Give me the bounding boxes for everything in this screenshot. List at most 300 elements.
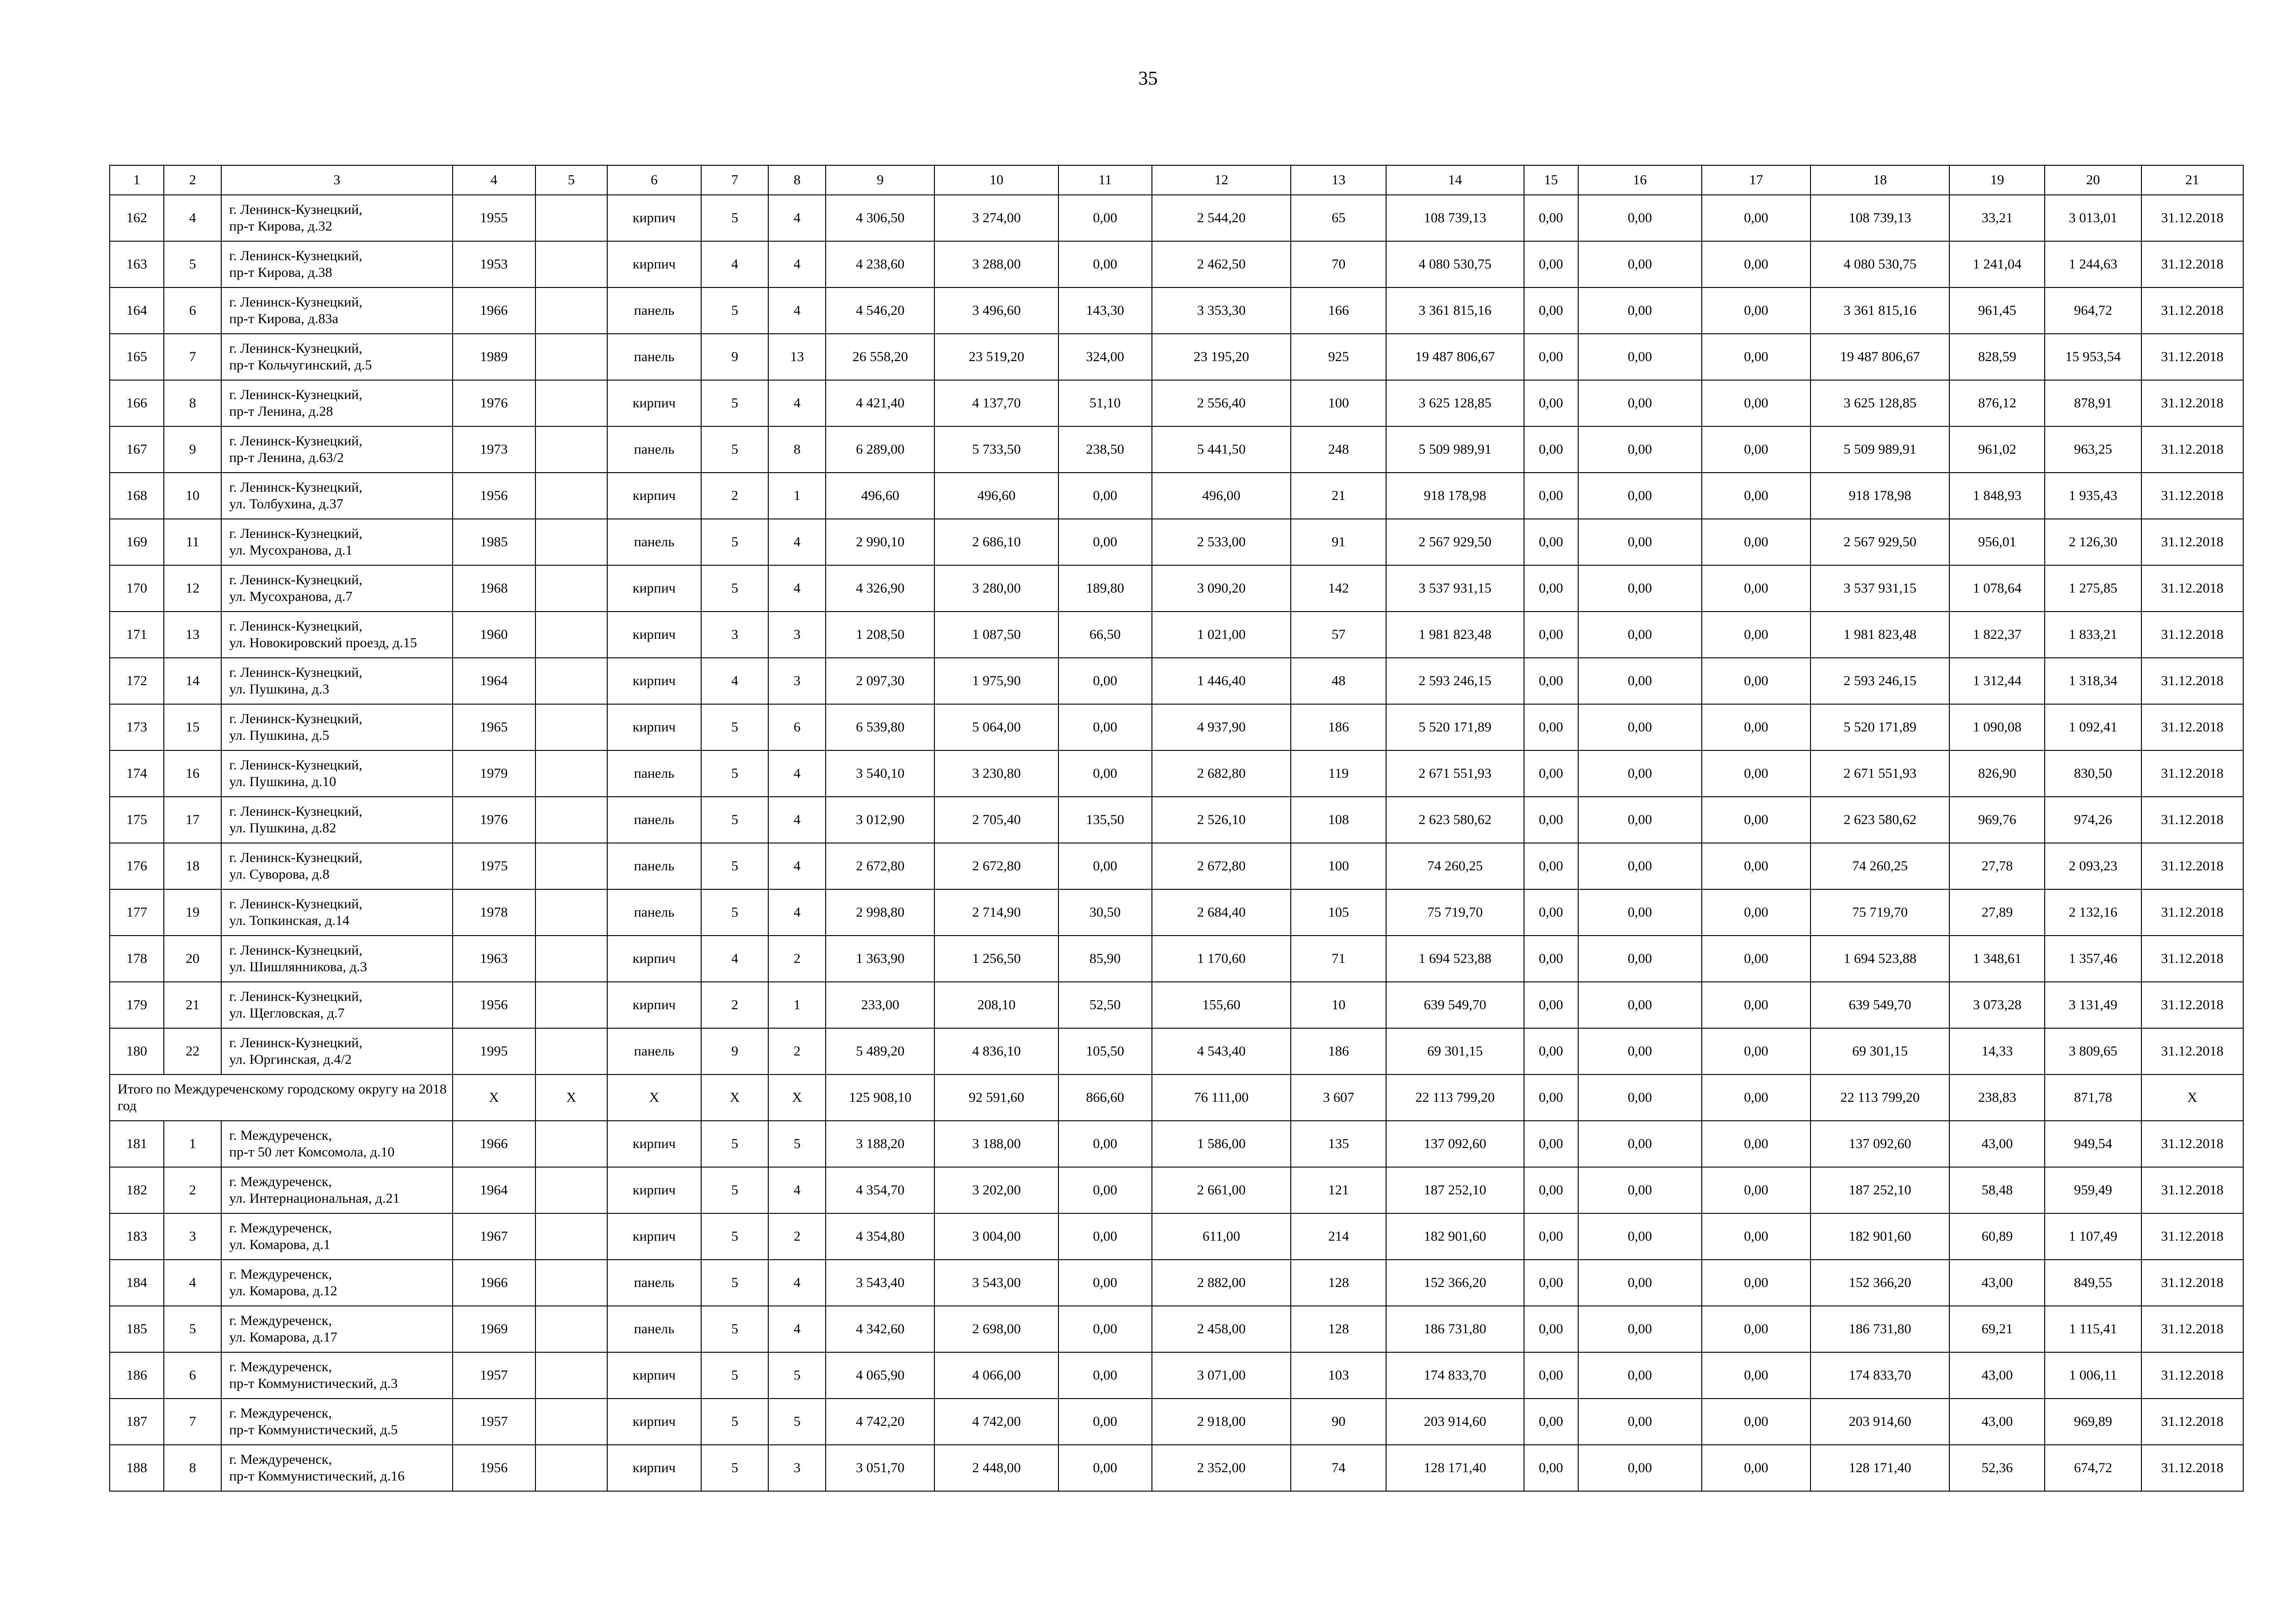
owners-area: 2 458,00 — [1152, 1306, 1291, 1352]
col-16: 0,00 — [1578, 797, 1702, 843]
year-built: 1976 — [453, 797, 535, 843]
owners-area: 1 586,00 — [1152, 1121, 1291, 1167]
completion-date: 31.12.2018 — [2141, 565, 2243, 612]
col-15: 0,00 — [1524, 426, 1578, 473]
specific-cost: 43,00 — [1949, 1260, 2045, 1306]
max-cost: 1 935,43 — [2045, 473, 2141, 519]
col-5 — [535, 1445, 607, 1491]
col-16: 0,00 — [1578, 612, 1702, 658]
entrances: 3 — [768, 658, 826, 704]
col-5 — [535, 889, 607, 936]
regional-fund-cost: 3 625 128,85 — [1811, 380, 1949, 426]
total-cost: 152 366,20 — [1386, 1260, 1524, 1306]
col-17: 0,00 — [1702, 1445, 1811, 1491]
address-city: г. Междуреченск, — [229, 1405, 332, 1421]
address — [221, 380, 452, 426]
year-built: 1966 — [453, 1260, 535, 1306]
living-area: 2 698,00 — [934, 1306, 1058, 1352]
year-built: 1995 — [453, 1028, 535, 1074]
owners-area: 2 544,20 — [1152, 195, 1291, 241]
max-cost: 969,89 — [2045, 1399, 2141, 1445]
table-row — [110, 889, 2243, 936]
col-5 — [535, 426, 607, 473]
column-header-7: 7 — [701, 165, 768, 195]
wall-material: панель — [607, 1306, 701, 1352]
total-area: 496,60 — [826, 473, 934, 519]
row-number: 173 — [110, 704, 164, 750]
living-area: 3 004,00 — [934, 1213, 1058, 1260]
residents-count: 119 — [1291, 750, 1386, 797]
residents-count: 65 — [1291, 195, 1386, 241]
col-16: 0,00 — [1578, 936, 1702, 982]
address-city: г. Ленинск-Кузнецкий, — [229, 433, 362, 449]
max-cost: 1 115,41 — [2045, 1306, 2141, 1352]
total-area: 3 543,40 — [826, 1260, 934, 1306]
total-cost: 5 509 989,91 — [1386, 426, 1524, 473]
address-city: г. Междуреченск, — [229, 1359, 332, 1374]
living-area: 3 280,00 — [934, 565, 1058, 612]
column-header-19: 19 — [1949, 165, 2045, 195]
col-17: 0,00 — [1702, 1213, 1811, 1260]
address-street: ул. Топкинская, д.14 — [229, 913, 349, 928]
specific-cost: 1 312,44 — [1949, 658, 2045, 704]
wall-material: панель — [607, 843, 701, 889]
col-15: 0,00 — [1524, 1445, 1578, 1491]
item-number: 9 — [164, 426, 221, 473]
address — [221, 195, 452, 241]
wall-material: панель — [607, 1028, 701, 1074]
owners-area: 2 533,00 — [1152, 519, 1291, 565]
floors: 5 — [701, 704, 768, 750]
total-cost: 74 260,25 — [1386, 843, 1524, 889]
total-cost: 918 178,98 — [1386, 473, 1524, 519]
residents-count: 128 — [1291, 1260, 1386, 1306]
table-row — [110, 936, 2243, 982]
entrances: 4 — [768, 519, 826, 565]
row-number: 179 — [110, 982, 164, 1028]
specific-cost: 961,02 — [1949, 426, 2045, 473]
wall-material: панель — [607, 287, 701, 334]
completion-date: 31.12.2018 — [2141, 704, 2243, 750]
completion-date: 31.12.2018 — [2141, 241, 2243, 287]
nonresidential-area: 0,00 — [1058, 1399, 1152, 1445]
entrances: 13 — [768, 334, 826, 380]
owners-area: 155,60 — [1152, 982, 1291, 1028]
living-area: 208,10 — [934, 982, 1058, 1028]
residents-count: 925 — [1291, 334, 1386, 380]
address — [221, 565, 452, 612]
address — [221, 1028, 452, 1074]
floors: 5 — [701, 750, 768, 797]
total-cost: 174 833,70 — [1386, 1352, 1524, 1399]
year-built: 1956 — [453, 1445, 535, 1491]
address-street: пр-т Кольчугинский, д.5 — [229, 357, 372, 373]
col-5 — [535, 797, 607, 843]
entrances: 4 — [768, 889, 826, 936]
address-street: ул. Комарова, д.1 — [229, 1237, 330, 1252]
specific-cost: 60,89 — [1949, 1213, 2045, 1260]
address — [221, 241, 452, 287]
col-17: 0,00 — [1702, 889, 1811, 936]
total-row — [110, 1074, 2243, 1121]
total-area: 1 363,90 — [826, 936, 934, 982]
floors: 5 — [701, 1213, 768, 1260]
col-16: 0,00 — [1578, 1352, 1702, 1399]
col-15: 0,00 — [1524, 473, 1578, 519]
table-row — [110, 473, 2243, 519]
completion-date: 31.12.2018 — [2141, 519, 2243, 565]
specific-cost: 876,12 — [1949, 380, 2045, 426]
owners-area: 2 526,10 — [1152, 797, 1291, 843]
regional-fund-cost: 75 719,70 — [1811, 889, 1949, 936]
item-number: 15 — [164, 704, 221, 750]
total-area: 6 539,80 — [826, 704, 934, 750]
specific-cost: 828,59 — [1949, 334, 2045, 380]
col-17: 0,00 — [1702, 1306, 1811, 1352]
floors: 5 — [701, 1260, 768, 1306]
nonresidential-area: 52,50 — [1058, 982, 1152, 1028]
regional-fund-cost: 5 520 171,89 — [1811, 704, 1949, 750]
col-17: 0,00 — [1702, 982, 1811, 1028]
floors: 5 — [701, 380, 768, 426]
address-city: г. Ленинск-Кузнецкий, — [229, 804, 362, 819]
regional-fund-cost: 3 537 931,15 — [1811, 565, 1949, 612]
row-number: 162 — [110, 195, 164, 241]
total-cost: 2 593 246,15 — [1386, 658, 1524, 704]
entrances: 2 — [768, 1028, 826, 1074]
col-17: 0,00 — [1702, 241, 1811, 287]
address-city: г. Междуреченск, — [229, 1313, 332, 1328]
total-area: 6 289,00 — [826, 426, 934, 473]
wall-material: кирпич — [607, 982, 701, 1028]
item-number: 16 — [164, 750, 221, 797]
max-cost: 3 013,01 — [2045, 195, 2141, 241]
total-area: 3 540,10 — [826, 750, 934, 797]
entrances: 4 — [768, 750, 826, 797]
address — [221, 1306, 452, 1352]
year-built: 1956 — [453, 473, 535, 519]
address-street: ул. Комарова, д.12 — [229, 1283, 337, 1299]
max-cost: 959,49 — [2045, 1167, 2141, 1213]
wall-material: кирпич — [607, 380, 701, 426]
row-number: 187 — [110, 1399, 164, 1445]
column-header-12: 12 — [1152, 165, 1291, 195]
max-cost: 3 809,65 — [2045, 1028, 2141, 1074]
address-city: г. Ленинск-Кузнецкий, — [229, 202, 362, 217]
entrances: 4 — [768, 1260, 826, 1306]
row-number: 166 — [110, 380, 164, 426]
wall-material: кирпич — [607, 473, 701, 519]
completion-date: 31.12.2018 — [2141, 750, 2243, 797]
col-16: 0,00 — [1578, 1167, 1702, 1213]
completion-date: 31.12.2018 — [2141, 195, 2243, 241]
col-5 — [535, 1399, 607, 1445]
completion-date: 31.12.2018 — [2141, 1028, 2243, 1074]
wall-material: кирпич — [607, 241, 701, 287]
living-area: 5 064,00 — [934, 704, 1058, 750]
nonresidential-area: 105,50 — [1058, 1028, 1152, 1074]
row-number: 164 — [110, 287, 164, 334]
address-city: г. Ленинск-Кузнецкий, — [229, 480, 362, 495]
residents-count: 100 — [1291, 843, 1386, 889]
address-city: г. Ленинск-Кузнецкий, — [229, 1035, 362, 1050]
residents-count: 48 — [1291, 658, 1386, 704]
table-row — [110, 797, 2243, 843]
total-regional-fund-cost: 22 113 799,20 — [1811, 1074, 1949, 1121]
address — [221, 982, 452, 1028]
column-header-9: 9 — [826, 165, 934, 195]
year-built: 1969 — [453, 1306, 535, 1352]
owners-area: 496,00 — [1152, 473, 1291, 519]
table-row — [110, 612, 2243, 658]
owners-area: 2 682,80 — [1152, 750, 1291, 797]
total-cost: 1 981 823,48 — [1386, 612, 1524, 658]
living-area: 23 519,20 — [934, 334, 1058, 380]
floors: 4 — [701, 658, 768, 704]
living-area: 5 733,50 — [934, 426, 1058, 473]
col-5 — [535, 936, 607, 982]
owners-area: 2 684,40 — [1152, 889, 1291, 936]
row-number: 182 — [110, 1167, 164, 1213]
residents-count: 142 — [1291, 565, 1386, 612]
entrances: 1 — [768, 982, 826, 1028]
address — [221, 1121, 452, 1167]
item-number: 4 — [164, 1260, 221, 1306]
col-16: 0,00 — [1578, 704, 1702, 750]
nonresidential-area: 0,00 — [1058, 1445, 1152, 1491]
col-15: 0,00 — [1524, 612, 1578, 658]
nonresidential-area: 0,00 — [1058, 658, 1152, 704]
nonresidential-area: 0,00 — [1058, 750, 1152, 797]
residents-count: 71 — [1291, 936, 1386, 982]
address-city: г. Ленинск-Кузнецкий, — [229, 387, 362, 402]
year-built: 1967 — [453, 1213, 535, 1260]
col-15: 0,00 — [1524, 519, 1578, 565]
completion-date: 31.12.2018 — [2141, 982, 2243, 1028]
year-built: 1985 — [453, 519, 535, 565]
total-cost: 137 092,60 — [1386, 1121, 1524, 1167]
address — [221, 1399, 452, 1445]
row-number: 180 — [110, 1028, 164, 1074]
address-street: ул. Пушкина, д.3 — [229, 681, 330, 697]
col-5 — [535, 982, 607, 1028]
total-cost: 5 520 171,89 — [1386, 704, 1524, 750]
floors: 5 — [701, 519, 768, 565]
regional-fund-cost: 108 739,13 — [1811, 195, 1949, 241]
total-area: 5 489,20 — [826, 1028, 934, 1074]
address — [221, 1167, 452, 1213]
address — [221, 889, 452, 936]
regional-fund-cost: 5 509 989,91 — [1811, 426, 1949, 473]
floors: 5 — [701, 195, 768, 241]
max-cost: 1 833,21 — [2045, 612, 2141, 658]
living-area: 4 742,00 — [934, 1399, 1058, 1445]
table-row — [110, 843, 2243, 889]
col-5 — [535, 195, 607, 241]
specific-cost: 1 348,61 — [1949, 936, 2045, 982]
col-5 — [535, 334, 607, 380]
regional-fund-cost: 639 549,70 — [1811, 982, 1949, 1028]
column-header-8: 8 — [768, 165, 826, 195]
floors: 4 — [701, 241, 768, 287]
col-5 — [535, 750, 607, 797]
specific-cost: 1 090,08 — [1949, 704, 2045, 750]
address-city: г. Междуреченск, — [229, 1174, 332, 1189]
completion-date: 31.12.2018 — [2141, 612, 2243, 658]
specific-cost: 58,48 — [1949, 1167, 2045, 1213]
address — [221, 426, 452, 473]
wall-material: кирпич — [607, 936, 701, 982]
table-row — [110, 519, 2243, 565]
address-street: ул. Шишлянникова, д.3 — [229, 959, 367, 974]
total-area: 4 742,20 — [826, 1399, 934, 1445]
col-16: 0,00 — [1578, 750, 1702, 797]
residents-count: 103 — [1291, 1352, 1386, 1399]
max-cost: 964,72 — [2045, 287, 2141, 334]
floors: 5 — [701, 565, 768, 612]
total-label: Итого по Междуреченскому городскому округу на 2018 год — [110, 1074, 453, 1121]
year-built: 1965 — [453, 704, 535, 750]
col-5 — [535, 1121, 607, 1167]
table-row — [110, 380, 2243, 426]
row-number: 165 — [110, 334, 164, 380]
residents-count: 57 — [1291, 612, 1386, 658]
col-17: 0,00 — [1702, 1121, 1811, 1167]
nonresidential-area: 238,50 — [1058, 426, 1152, 473]
specific-cost: 956,01 — [1949, 519, 2045, 565]
total-cost: 2 567 929,50 — [1386, 519, 1524, 565]
nonresidential-area: 0,00 — [1058, 1260, 1152, 1306]
nonresidential-area: 143,30 — [1058, 287, 1152, 334]
owners-area: 2 672,80 — [1152, 843, 1291, 889]
row-number: 181 — [110, 1121, 164, 1167]
nonresidential-area: 0,00 — [1058, 241, 1152, 287]
address-street: пр-т Кирова, д.32 — [229, 219, 332, 234]
row-number: 174 — [110, 750, 164, 797]
total-col-15: 0,00 — [1524, 1074, 1578, 1121]
wall-material: кирпич — [607, 1399, 701, 1445]
total-completion-date: X — [2141, 1074, 2243, 1121]
address — [221, 658, 452, 704]
wall-material: панель — [607, 889, 701, 936]
specific-cost: 14,33 — [1949, 1028, 2045, 1074]
living-area: 2 672,80 — [934, 843, 1058, 889]
address — [221, 1445, 452, 1491]
total-cost: 1 694 523,88 — [1386, 936, 1524, 982]
col-17: 0,00 — [1702, 797, 1811, 843]
column-header-21: 21 — [2141, 165, 2243, 195]
address-street: ул. Толбухина, д.37 — [229, 496, 343, 512]
living-area: 3 496,60 — [934, 287, 1058, 334]
total-area: 2 097,30 — [826, 658, 934, 704]
regional-fund-cost: 69 301,15 — [1811, 1028, 1949, 1074]
row-number: 183 — [110, 1213, 164, 1260]
specific-cost: 43,00 — [1949, 1399, 2045, 1445]
col-15: 0,00 — [1524, 565, 1578, 612]
total-living-area: 92 591,60 — [934, 1074, 1058, 1121]
col-17: 0,00 — [1702, 1399, 1811, 1445]
total-entrances: X — [768, 1074, 826, 1121]
entrances: 5 — [768, 1121, 826, 1167]
table-row — [110, 1399, 2243, 1445]
housing-register-table — [109, 165, 2244, 1492]
nonresidential-area: 0,00 — [1058, 519, 1152, 565]
address-city: г. Ленинск-Кузнецкий, — [229, 294, 362, 310]
total-area: 3 188,20 — [826, 1121, 934, 1167]
floors: 5 — [701, 1445, 768, 1491]
residents-count: 21 — [1291, 473, 1386, 519]
item-number: 11 — [164, 519, 221, 565]
address-street: пр-т Кирова, д.83а — [229, 311, 339, 326]
wall-material: кирпич — [607, 1121, 701, 1167]
owners-area: 3 353,30 — [1152, 287, 1291, 334]
col-16: 0,00 — [1578, 1399, 1702, 1445]
address — [221, 287, 452, 334]
nonresidential-area: 0,00 — [1058, 1121, 1152, 1167]
wall-material: кирпич — [607, 565, 701, 612]
address — [221, 1213, 452, 1260]
col-17: 0,00 — [1702, 1028, 1811, 1074]
row-number: 184 — [110, 1260, 164, 1306]
completion-date: 31.12.2018 — [2141, 1445, 2243, 1491]
nonresidential-area: 0,00 — [1058, 843, 1152, 889]
regional-fund-cost: 128 171,40 — [1811, 1445, 1949, 1491]
column-header-10: 10 — [934, 165, 1058, 195]
address-street: ул. Суворова, д.8 — [229, 867, 330, 882]
item-number: 12 — [164, 565, 221, 612]
total-cost: 3 625 128,85 — [1386, 380, 1524, 426]
item-number: 1 — [164, 1121, 221, 1167]
total-nonresidential-area: 866,60 — [1058, 1074, 1152, 1121]
nonresidential-area: 324,00 — [1058, 334, 1152, 380]
owners-area: 4 937,90 — [1152, 704, 1291, 750]
total-cost: 108 739,13 — [1386, 195, 1524, 241]
address — [221, 473, 452, 519]
wall-material: панель — [607, 519, 701, 565]
total-area: 1 208,50 — [826, 612, 934, 658]
item-number: 22 — [164, 1028, 221, 1074]
col-16: 0,00 — [1578, 982, 1702, 1028]
table-row — [110, 287, 2243, 334]
total-cost: 2 671 551,93 — [1386, 750, 1524, 797]
col-17: 0,00 — [1702, 612, 1811, 658]
total-cost: 75 719,70 — [1386, 889, 1524, 936]
address-street: ул. Мусохранова, д.1 — [229, 543, 353, 558]
max-cost: 974,26 — [2045, 797, 2141, 843]
max-cost: 1 107,49 — [2045, 1213, 2141, 1260]
total-area: 2 672,80 — [826, 843, 934, 889]
col-5 — [535, 519, 607, 565]
column-header-4: 4 — [453, 165, 535, 195]
col-17: 0,00 — [1702, 195, 1811, 241]
year-built: 1966 — [453, 1121, 535, 1167]
table-row — [110, 1352, 2243, 1399]
total-area: 4 306,50 — [826, 195, 934, 241]
floors: 3 — [701, 612, 768, 658]
entrances: 6 — [768, 704, 826, 750]
item-number: 7 — [164, 1399, 221, 1445]
col-5 — [535, 843, 607, 889]
total-area: 4 354,70 — [826, 1167, 934, 1213]
col-16: 0,00 — [1578, 889, 1702, 936]
completion-date: 31.12.2018 — [2141, 380, 2243, 426]
total-total-cost: 22 113 799,20 — [1386, 1074, 1524, 1121]
max-cost: 2 093,23 — [2045, 843, 2141, 889]
col-16: 0,00 — [1578, 658, 1702, 704]
total-area: 4 342,60 — [826, 1306, 934, 1352]
max-cost: 1 006,11 — [2045, 1352, 2141, 1399]
address-street: пр-т Коммунистический, д.5 — [229, 1422, 398, 1437]
